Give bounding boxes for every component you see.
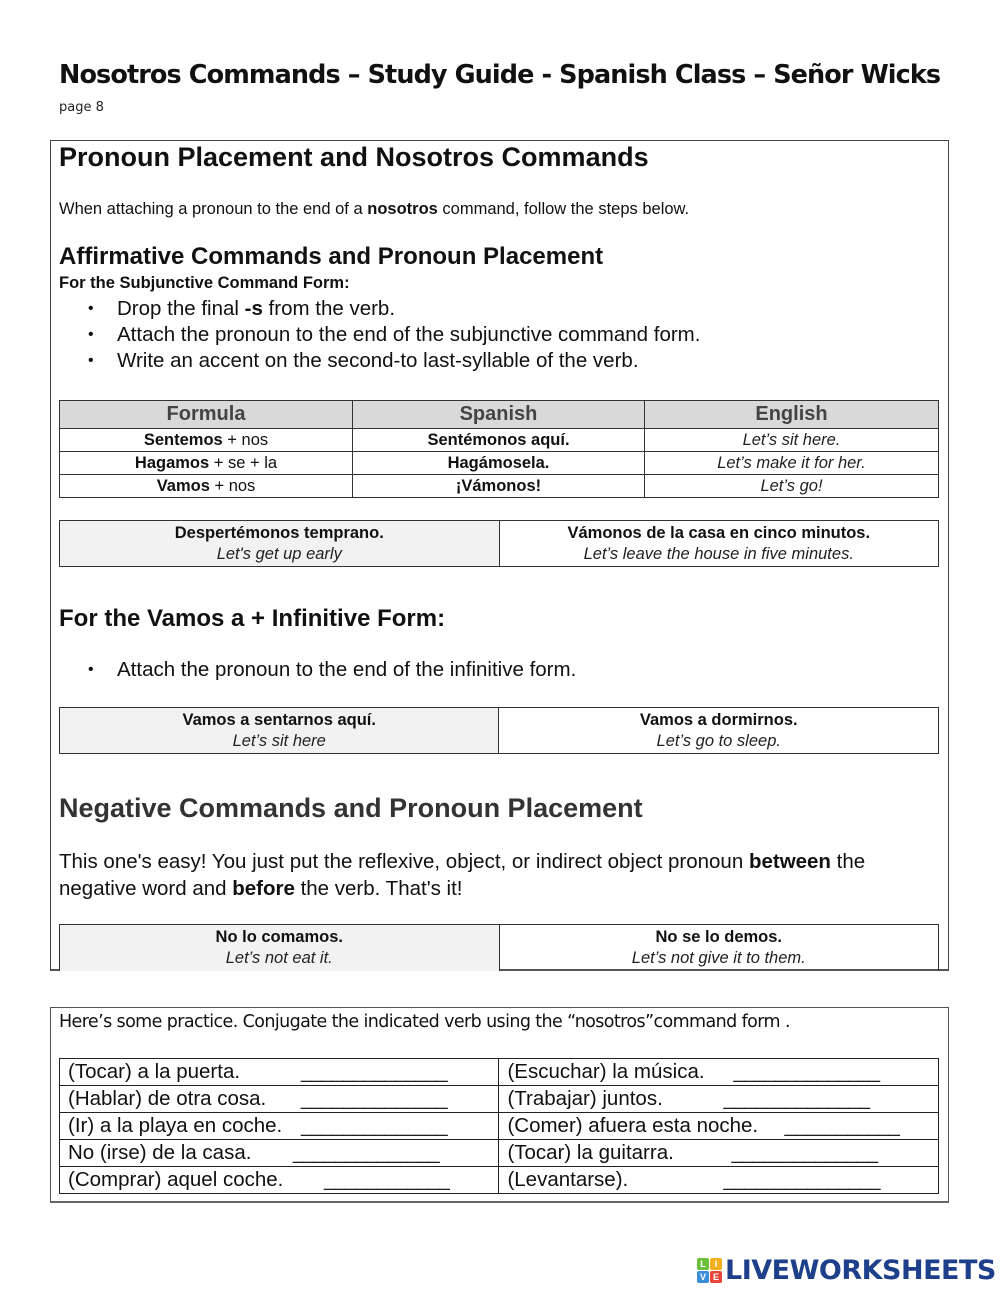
negative-bold: before [232, 877, 295, 900]
answer-blank[interactable]: _______________ [723, 1168, 880, 1191]
affirmative-steps-list [88, 296, 700, 374]
example-cell [499, 708, 939, 754]
table-row [60, 708, 939, 754]
formula-pronouns: + nos [222, 431, 269, 449]
spanish-cell: ¡Vámonos! [353, 475, 645, 498]
example-spanish: Despertémonos temprano. [174, 524, 384, 542]
section-heading: Pronoun Placement and Nosotros Commands [59, 142, 649, 172]
practice-cell [60, 1086, 499, 1113]
practice-prompt: (Comer) afuera esta noche. [507, 1114, 759, 1137]
practice-prompt: (Trabajar) juntos. [507, 1087, 663, 1110]
affirmative-examples-table [59, 520, 939, 567]
formula-pronouns: + se + la [209, 454, 278, 472]
negative-text: This one's easy! You just put the reflexive, object, or indirect object pronoun [59, 850, 749, 873]
intro-bold: nosotros [367, 200, 438, 218]
formula-table [59, 400, 939, 498]
table-row [60, 1059, 939, 1086]
spanish-cell: Sentémonos aquí. [353, 429, 645, 452]
formula-verb: Hagamos [134, 454, 210, 472]
vamos-a-examples-table [59, 707, 939, 754]
table-row [60, 429, 939, 452]
answer-blank[interactable]: ______________ [723, 1087, 870, 1110]
column-header-spanish: Spanish [353, 401, 645, 429]
practice-cell [60, 1140, 499, 1167]
list-item: • Attach the pronoun to the end of the subjunctive command form. [88, 322, 700, 348]
example-cell [499, 925, 938, 971]
table-row [60, 925, 939, 971]
answer-blank[interactable]: ____________ [324, 1168, 449, 1191]
practice-cell [499, 1059, 939, 1086]
practice-prompt: (Comprar) aquel coche. [68, 1168, 284, 1191]
english-cell: Let’s sit here. [645, 429, 939, 452]
practice-prompt: (Ir) a la playa en coche. [68, 1114, 283, 1137]
example-spanish: Vamos a dormirnos. [639, 711, 798, 729]
logo-letter-v: V [697, 1271, 709, 1283]
formula-verb: Vamos [156, 477, 210, 495]
spanish-cell: Hagámosela. [353, 452, 645, 475]
practice-prompt: (Escuchar) la música. [507, 1060, 705, 1083]
example-english: Let’s not eat it. [225, 949, 333, 968]
example-english: Let's get up early [216, 545, 342, 563]
answer-blank[interactable]: ______________ [731, 1141, 878, 1164]
example-english: Let’s sit here [232, 732, 326, 750]
document-title: Nosotros Commands – Study Guide - Spanish Class – Señor Wicks [59, 60, 941, 90]
example-english: Let’s leave the house in five minutes. [583, 545, 854, 563]
logo-icon [697, 1258, 722, 1283]
formula-cell [60, 429, 353, 452]
example-cell [60, 708, 499, 754]
negative-heading: Negative Commands and Pronoun Placement [59, 793, 643, 823]
example-spanish: Vámonos de la casa en cinco minutos. [567, 524, 871, 542]
practice-prompt: (Tocar) a la puerta. [68, 1060, 241, 1083]
negative-paragraph [59, 848, 939, 902]
example-spanish: Vamos a sentarnos aquí. [182, 711, 376, 729]
intro-text-end: command, follow the steps below. [437, 200, 690, 218]
vamos-a-heading: For the Vamos a + Infinitive Form: [59, 605, 446, 632]
practice-instructions: Here’s some practice. Conjugate the indicated verb using the “nosotros”command form . [59, 1012, 790, 1032]
intro-paragraph [59, 200, 689, 219]
practice-cell [499, 1113, 939, 1140]
table-row [60, 1140, 939, 1167]
list-item [88, 296, 700, 322]
practice-prompt: (Tocar) la guitarra. [507, 1141, 674, 1164]
intro-text: When attaching a pronoun to the end of a [59, 200, 368, 218]
answer-blank[interactable]: ______________ [733, 1060, 880, 1083]
table-row [60, 452, 939, 475]
example-spanish: No lo comamos. [215, 928, 343, 947]
example-spanish: No se lo demos. [655, 928, 783, 947]
answer-blank[interactable]: ______________ [301, 1087, 447, 1110]
table-header-row [60, 401, 939, 429]
logo-letter-i: I [710, 1258, 722, 1270]
step-bold: -s [244, 297, 263, 320]
practice-prompt: (Hablar) de otra cosa. [68, 1087, 267, 1110]
answer-blank[interactable]: ______________ [301, 1114, 447, 1137]
practice-cell [499, 1167, 939, 1194]
practice-cell [499, 1140, 939, 1167]
english-cell: Let’s go! [645, 475, 939, 498]
page-number: page 8 [59, 100, 104, 115]
logo-text: LIVEWORKSHEETS [725, 1255, 996, 1286]
negative-bold: between [748, 850, 831, 873]
practice-prompt: (Levantarse). [507, 1168, 629, 1191]
subjunctive-subheading: For the Subjunctive Command Form: [59, 274, 350, 292]
formula-pronouns: + nos [209, 477, 256, 495]
table-row [60, 1086, 939, 1113]
answer-blank[interactable]: ___________ [784, 1114, 899, 1137]
table-row [60, 475, 939, 498]
affirmative-heading: Affirmative Commands and Pronoun Placement [59, 243, 604, 270]
formula-cell [60, 452, 353, 475]
english-cell: Let’s make it for her. [645, 452, 939, 475]
practice-cell [499, 1086, 939, 1113]
step-text-end: from the verb. [262, 297, 396, 320]
practice-cell [60, 1167, 499, 1194]
example-cell [60, 521, 500, 567]
formula-cell [60, 475, 353, 498]
example-cell [60, 925, 500, 971]
answer-blank[interactable]: ______________ [293, 1141, 439, 1164]
example-english: Let’s go to sleep. [656, 732, 781, 750]
formula-verb: Sentemos [143, 431, 223, 449]
practice-table [59, 1058, 939, 1194]
list-item: • Write an accent on the second-to last-syllable of the verb. [88, 348, 700, 374]
list-item: • Attach the pronoun to the end of the infinitive form. [88, 657, 576, 683]
answer-blank[interactable]: ______________ [301, 1060, 447, 1083]
column-header-english: English [645, 401, 939, 429]
practice-prompt: No (irse) de la casa. [68, 1141, 252, 1164]
logo-letter-l: L [697, 1258, 709, 1270]
table-row [60, 521, 939, 567]
negative-text: the negative word and [59, 850, 866, 900]
practice-cell [60, 1059, 499, 1086]
example-cell [499, 521, 938, 567]
table-row [60, 1113, 939, 1140]
example-english: Let’s not give it to them. [631, 949, 806, 968]
liveworksheets-logo[interactable] [697, 1255, 996, 1286]
table-row [60, 1167, 939, 1194]
column-header-formula: Formula [60, 401, 353, 429]
step-text: Drop the final [117, 297, 245, 320]
practice-cell [60, 1113, 499, 1140]
logo-letter-e: E [710, 1271, 722, 1283]
negative-text: the verb. That's it! [294, 877, 463, 900]
vamos-a-steps-list [88, 657, 576, 683]
negative-examples-table [59, 924, 939, 971]
